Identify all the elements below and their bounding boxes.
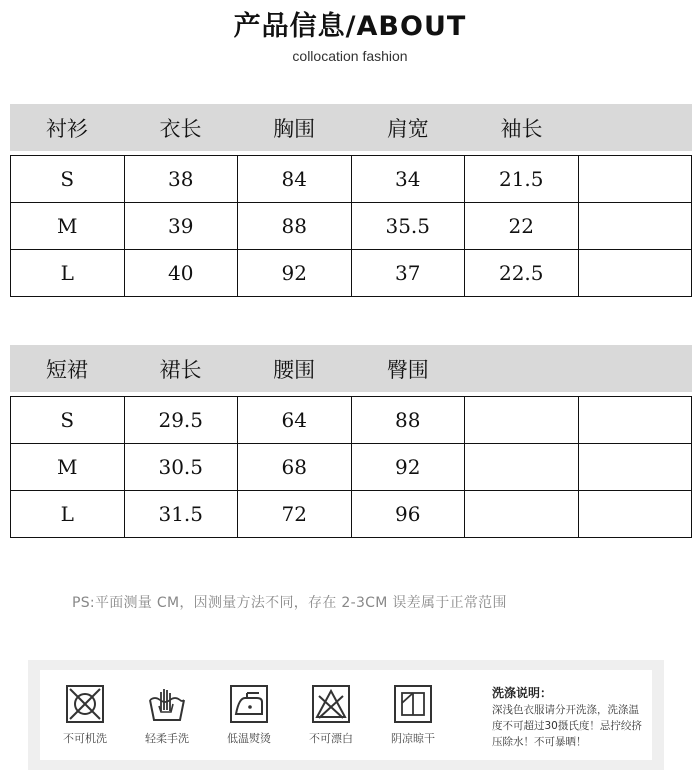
size-cell: M bbox=[11, 203, 125, 250]
skirt-table-header bbox=[10, 345, 692, 392]
wash-instructions-title: 洗涤说明： bbox=[492, 686, 553, 700]
table-cell: 30.5 bbox=[125, 444, 239, 491]
shirt-table-header bbox=[10, 104, 692, 151]
table-cell: 21.5 bbox=[465, 156, 579, 203]
header-cell: 衬衫 bbox=[45, 116, 88, 141]
low-iron-icon bbox=[229, 684, 269, 724]
header-cell: 腰围 bbox=[273, 357, 316, 382]
table-row bbox=[11, 444, 692, 491]
size-cell: S bbox=[11, 156, 125, 203]
page-subtitle: collocation fashion bbox=[292, 48, 408, 64]
size-cell: M bbox=[11, 444, 125, 491]
table-cell: 88 bbox=[238, 203, 352, 250]
table-cell: 96 bbox=[352, 491, 466, 538]
care-item bbox=[132, 684, 202, 746]
table-cell: 29.5 bbox=[125, 397, 239, 444]
table-cell: 31.5 bbox=[125, 491, 239, 538]
care-item bbox=[214, 684, 284, 746]
measurement-note: PS:平面测量 CM，因测量方法不同，存在 2-3CM 误差属于正常范围 bbox=[72, 595, 507, 611]
header-cell: 裙长 bbox=[159, 357, 202, 382]
table-cell: 38 bbox=[125, 156, 239, 203]
table-cell: 22.5 bbox=[465, 250, 579, 297]
table-cell bbox=[465, 491, 579, 538]
table-cell bbox=[579, 491, 693, 538]
care-item bbox=[378, 684, 448, 746]
size-cell: L bbox=[11, 491, 125, 538]
table-cell bbox=[579, 250, 693, 297]
size-cell: S bbox=[11, 397, 125, 444]
no-bleach-icon bbox=[311, 684, 351, 724]
no-machine-wash-icon bbox=[65, 684, 105, 724]
table-row bbox=[11, 250, 692, 297]
header-cell: 肩宽 bbox=[386, 116, 429, 141]
table-cell: 68 bbox=[238, 444, 352, 491]
table-cell bbox=[465, 444, 579, 491]
skirt-size-table bbox=[10, 345, 692, 538]
size-cell: L bbox=[11, 250, 125, 297]
table-row bbox=[11, 491, 692, 538]
shirt-size-table bbox=[10, 104, 692, 297]
table-cell: 92 bbox=[238, 250, 352, 297]
header-cell: 短裙 bbox=[45, 357, 88, 382]
care-instructions-card bbox=[40, 670, 652, 760]
table-cell: 64 bbox=[238, 397, 352, 444]
table-cell: 40 bbox=[125, 250, 239, 297]
header-cell: 胸围 bbox=[273, 116, 316, 141]
skirt-table-body bbox=[10, 396, 692, 538]
table-cell: 84 bbox=[238, 156, 352, 203]
table-cell bbox=[579, 203, 693, 250]
shirt-table-body bbox=[10, 155, 692, 297]
table-cell: 37 bbox=[352, 250, 466, 297]
table-cell: 92 bbox=[352, 444, 466, 491]
table-row bbox=[11, 203, 692, 250]
table-cell bbox=[465, 397, 579, 444]
table-cell bbox=[579, 156, 693, 203]
care-label: 阴凉晾干 bbox=[391, 732, 435, 745]
table-cell bbox=[579, 444, 693, 491]
header-cell: 衣长 bbox=[159, 116, 202, 141]
table-row bbox=[11, 397, 692, 444]
care-item bbox=[296, 684, 366, 746]
care-label: 低温熨烫 bbox=[227, 732, 271, 745]
care-label: 不可机洗 bbox=[63, 732, 107, 745]
care-label: 轻柔手洗 bbox=[145, 732, 189, 745]
table-row bbox=[11, 156, 692, 203]
table-cell: 88 bbox=[352, 397, 466, 444]
table-cell: 22 bbox=[465, 203, 579, 250]
header-cell: 袖长 bbox=[500, 116, 543, 141]
care-instructions-panel bbox=[28, 660, 664, 770]
wash-instructions-text: 深浅色衣服请分开洗涤，洗涤温度不可超过30摄氏度！忌拧绞挤压除水！不可暴晒！ bbox=[492, 704, 642, 748]
table-cell bbox=[579, 397, 693, 444]
table-cell: 39 bbox=[125, 203, 239, 250]
header-cell: 臀围 bbox=[386, 357, 429, 382]
hand-wash-icon bbox=[147, 684, 187, 724]
page-title: 产品信息/ABOUT bbox=[233, 11, 467, 42]
table-cell: 34 bbox=[352, 156, 466, 203]
table-cell: 35.5 bbox=[352, 203, 466, 250]
shade-dry-icon bbox=[393, 684, 433, 724]
table-cell: 72 bbox=[238, 491, 352, 538]
care-label: 不可漂白 bbox=[309, 732, 353, 745]
care-item bbox=[50, 684, 120, 746]
